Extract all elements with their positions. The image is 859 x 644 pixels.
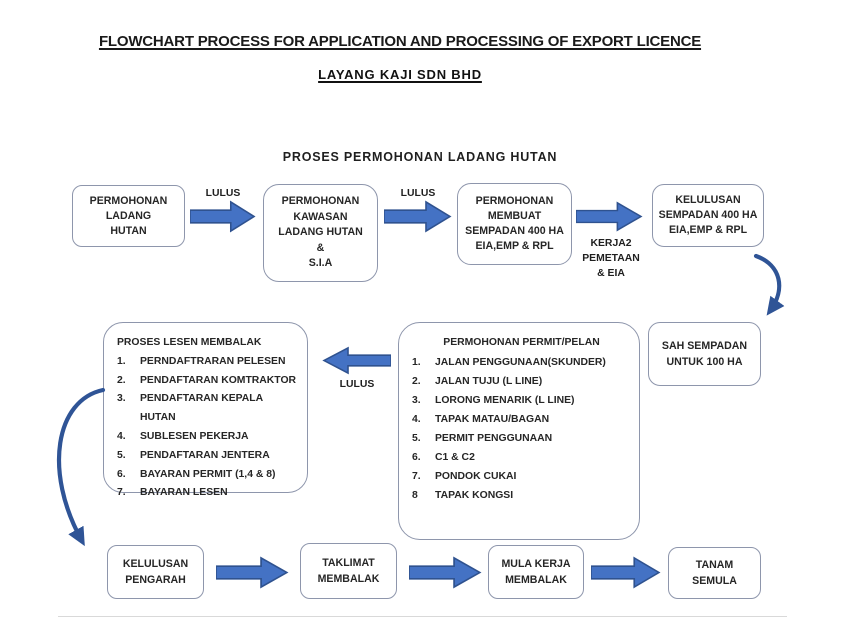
box-line: TAKLIMAT <box>322 557 375 569</box>
company-name: LAYANG KAJI SDN BHD <box>318 67 482 82</box>
box-line: SEMULA <box>692 575 737 587</box>
arrow-right-5 <box>409 556 482 589</box>
box-line: MEMBALAK <box>505 574 567 586</box>
item-number: 5. <box>412 433 421 444</box>
list-item <box>412 391 631 410</box>
box-line: LADANG HUTAN <box>278 226 363 239</box>
arrow-right-2 <box>384 200 452 233</box>
box-permohonan-permit-pelan <box>398 322 640 540</box>
box-line: KELULUSAN <box>122 558 189 570</box>
list-item <box>412 372 631 391</box>
box-line: LADANG <box>105 209 152 222</box>
box-line: PERMOHONAN <box>89 194 168 207</box>
list-item <box>117 372 299 391</box>
list-item <box>117 428 299 447</box>
item-number: 1. <box>117 355 126 367</box>
section-heading: PROSES PERMOHONAN LADANG HUTAN <box>282 150 558 164</box>
box-line: SAH SEMPADAN <box>661 340 748 352</box>
item-text: PONDOK CUKAI <box>435 471 517 482</box>
list-item <box>412 353 631 372</box>
box-kelulusan-sempadan <box>652 184 764 247</box>
list-item <box>412 410 631 429</box>
box-line: EIA,EMP & RPL <box>668 224 748 236</box>
box-line: TANAM <box>695 559 734 571</box>
curved-arrow-down-left <box>42 383 117 555</box>
box-line: SEMPADAN 400 HA <box>658 209 758 221</box>
item-text: PENDAFTARAN KOMTRAKTOR <box>140 374 297 386</box>
list-item <box>117 390 299 428</box>
item-number: 2. <box>117 374 126 386</box>
arrow-right-6 <box>591 556 661 589</box>
box-sah-sempadan <box>648 322 761 386</box>
item-text: BAYARAN PERMIT (1,4 & 8) <box>140 468 276 480</box>
item-text: TAPAK KONGSI <box>435 490 514 501</box>
item-text: SUBLESEN PEKERJA <box>140 430 249 442</box>
label-lulus-2: LULUS <box>400 188 436 199</box>
item-number: 8 <box>412 490 418 501</box>
list-item <box>117 466 299 485</box>
item-number: 7. <box>117 487 126 499</box>
item-number: 1. <box>412 357 421 368</box>
item-number: 5. <box>117 449 126 461</box>
box-line: KELULUSAN <box>675 194 741 206</box>
box-line: PERMOHONAN <box>281 195 360 208</box>
arrow-left-lulus <box>321 346 391 375</box>
arrow-right-4 <box>216 556 289 589</box>
label-kerja2-pemetaan <box>572 236 650 281</box>
box-line: HUTAN <box>110 224 147 237</box>
item-number: 6. <box>412 452 421 463</box>
label-line: & EIA <box>597 268 625 279</box>
item-text: LORONG MENARIK (L LINE) <box>435 395 575 406</box>
list-item <box>412 486 631 505</box>
box-permohonan-kawasan <box>263 184 378 282</box>
box-line: EIA,EMP & RPL <box>475 240 554 252</box>
box-proses-lesen-membalak <box>103 322 308 499</box>
box-line: SEMPADAN 400 HA <box>465 225 564 237</box>
box-line: S.I.A <box>308 257 333 270</box>
item-text: PENDAFTARAN KEPALA HUTAN <box>140 393 263 424</box>
item-text: PERNDAFTRARAN PELESEN <box>140 355 286 367</box>
item-number: 4. <box>117 430 126 442</box>
curved-arrow-down-right <box>745 251 793 321</box>
arrow-right-3 <box>576 201 643 232</box>
item-number: 2. <box>412 376 421 387</box>
item-number: 6. <box>117 468 126 480</box>
arrow-right-1 <box>190 200 256 233</box>
list-item <box>117 447 299 466</box>
item-text: PERMIT PENGGUNAAN <box>435 433 553 444</box>
box-line: MULA KERJA <box>501 558 571 570</box>
box-kelulusan-pengarah <box>107 545 204 599</box>
box-line: PENGARAH <box>125 574 186 586</box>
box-line: UNTUK 100 HA <box>666 356 743 368</box>
box-line: PERMOHONAN <box>475 195 554 207</box>
list-item <box>412 448 631 467</box>
item-text: TAPAK MATAU/BAGAN <box>435 414 550 425</box>
item-number: 7. <box>412 471 421 482</box>
box-line: MEMBALAK <box>317 573 380 585</box>
label-line: PEMETAAN <box>582 253 640 264</box>
box-mula-kerja-membalak <box>488 545 584 599</box>
box-line: MEMBUAT <box>487 210 542 222</box>
box-tanam-semula <box>668 547 761 599</box>
box-permohonan-membuat-sempadan <box>457 183 572 265</box>
list-title: PERMOHONAN PERMIT/PELAN <box>443 337 600 348</box>
list-item <box>117 484 299 503</box>
box-line: KAWASAN <box>293 210 348 223</box>
label-lulus-1: LULUS <box>205 188 241 199</box>
list-title: PROSES LESEN MEMBALAK <box>117 337 262 348</box>
list-item <box>412 429 631 448</box>
item-text: C1 & C2 <box>435 452 475 463</box>
list-item <box>412 467 631 486</box>
item-number: 3. <box>412 395 421 406</box>
item-number: 4. <box>412 414 421 425</box>
page-title: FLOWCHART PROCESS FOR APPLICATION AND PROCESSING OF EXPORT LICENCE <box>98 33 702 50</box>
list-item <box>117 353 299 372</box>
bottom-divider <box>58 616 787 617</box>
label-lulus-3: LULUS <box>339 379 375 390</box>
item-text: JALAN TUJU (L LINE) <box>435 376 543 387</box>
box-taklimat-membalak <box>300 543 397 599</box>
box-permohonan-ladang-hutan <box>72 185 185 247</box>
item-number: 3. <box>117 393 126 405</box>
box-line: & <box>316 241 325 254</box>
item-text: PENDAFTARAN JENTERA <box>140 449 270 461</box>
item-text: JALAN PENGGUNAAN(SKUNDER) <box>435 357 606 368</box>
item-text: BAYARAN LESEN <box>140 487 228 499</box>
label-line: KERJA2 <box>590 238 632 249</box>
